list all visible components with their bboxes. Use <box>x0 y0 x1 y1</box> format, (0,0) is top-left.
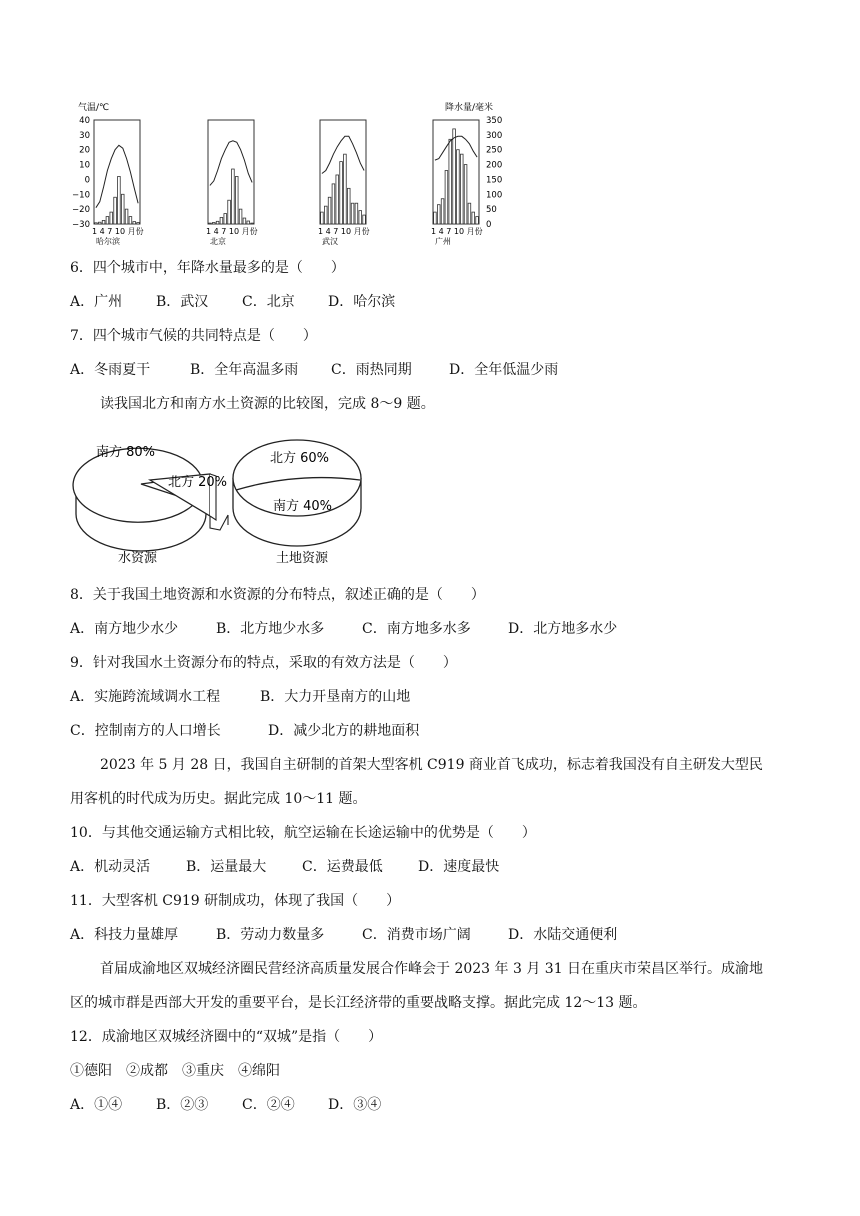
precip-bar <box>125 209 128 224</box>
precip-tick-label: 0 <box>486 220 492 230</box>
city-name: 广州 <box>435 237 451 246</box>
month-axis-label: 1 4 7 10 月份 <box>92 227 144 236</box>
precip-bar <box>434 212 437 224</box>
q11-stem: 11．大型客机 C919 研制成功，体现了我国（ ） <box>70 893 401 909</box>
q7-option-c[interactable]: C．雨热同期 <box>331 362 412 378</box>
precip-bar <box>118 176 121 224</box>
city-name: 武汉 <box>322 237 338 246</box>
q7-option-b[interactable]: B．全年高温多雨 <box>190 362 299 378</box>
temp-tick-label: 20 <box>79 145 90 156</box>
q8-option-b[interactable]: B．北方地少水多 <box>216 621 325 637</box>
city-name: 北京 <box>210 237 226 246</box>
q8-option-d[interactable]: D．北方地多水少 <box>508 621 618 637</box>
precip-bar <box>133 222 136 224</box>
land-north-label: 北方 60% <box>270 451 330 466</box>
precip-bar <box>232 169 235 224</box>
q10-option-a[interactable]: A．机动灵活 <box>70 859 151 875</box>
temp-tick-label: 0 <box>84 175 90 186</box>
q10-option-c[interactable]: C．运费最低 <box>302 859 383 875</box>
precip-bar <box>453 129 456 224</box>
precip-bar <box>247 221 250 224</box>
temp-axis-label: 气温/℃ <box>78 103 110 113</box>
q6-option-c[interactable]: C．北京 <box>242 294 295 310</box>
precip-bar <box>321 212 324 224</box>
q9-option-b[interactable]: B．大力开垦南方的山地 <box>260 689 411 705</box>
precip-tick-label: 300 <box>486 130 503 141</box>
climate-chart-1 <box>206 120 258 246</box>
precip-bar <box>457 150 460 224</box>
intro-10-11-line2: 用客机的时代成为历史。据此完成 10～11 题。 <box>70 791 367 807</box>
precip-tick-label: 200 <box>486 160 503 171</box>
precip-tick-label: 150 <box>486 175 503 186</box>
q12-option-b[interactable]: B．②③ <box>156 1097 209 1113</box>
q9-options-row2 <box>70 721 419 741</box>
q8-option-a[interactable]: A．南方地少水少 <box>70 621 179 637</box>
water-north-label: 北方 20% <box>168 475 228 490</box>
precip-bar <box>235 176 238 224</box>
precip-bar <box>114 197 117 224</box>
precip-bar <box>324 206 327 224</box>
precip-bar <box>363 215 366 224</box>
precip-bar <box>209 223 212 224</box>
q12-items: ①德阳 ②成都 ③重庆 ④绵阳 <box>70 1063 280 1079</box>
month-axis-label: 1 4 7 10 月份 <box>431 227 483 236</box>
precip-tick-label: 50 <box>486 205 497 216</box>
precip-tick-label: 100 <box>486 190 503 201</box>
precip-bar <box>468 203 471 224</box>
temp-tick-label: 40 <box>79 116 90 126</box>
q6-option-d[interactable]: D．哈尔滨 <box>328 294 396 310</box>
city-name: 哈尔滨 <box>96 237 120 246</box>
precip-bar <box>437 205 440 224</box>
land-title: 土地资源 <box>276 551 329 566</box>
q12-option-c[interactable]: C．②④ <box>242 1097 295 1113</box>
q6-option-a[interactable]: A．广州 <box>70 294 123 310</box>
precip-bar <box>251 223 254 224</box>
precip-bar <box>243 218 246 224</box>
temp-tick-label: −20 <box>72 205 90 216</box>
q10-option-b[interactable]: B．运量最大 <box>186 859 267 875</box>
precip-bar <box>121 194 124 224</box>
temp-tick-label: −30 <box>72 220 90 230</box>
precip-bar <box>106 217 109 224</box>
precip-bar <box>129 217 132 224</box>
water-title: 水资源 <box>118 551 158 566</box>
precip-bar <box>460 154 463 224</box>
chart-frame <box>94 120 140 224</box>
temp-tick-label: 10 <box>79 160 90 171</box>
precip-bar <box>102 220 105 224</box>
precip-bar <box>344 154 347 224</box>
precip-bar <box>137 223 140 224</box>
q7-options <box>70 360 558 380</box>
precip-bar <box>332 184 335 224</box>
precip-bar <box>110 212 113 224</box>
precip-bar <box>351 203 354 224</box>
q7-option-d[interactable]: D．全年低温少雨 <box>449 362 559 378</box>
precip-bar <box>347 188 350 224</box>
precip-bar <box>239 209 242 224</box>
q7-stem: 7．四个城市气候的共同特点是（ ） <box>70 328 317 344</box>
precip-bar <box>476 217 479 224</box>
q11-option-b[interactable]: B．劳动力数量多 <box>216 927 325 943</box>
q11-option-a[interactable]: A．科技力量雄厚 <box>70 927 179 943</box>
q10-option-d[interactable]: D．速度最快 <box>418 859 500 875</box>
q9-options-row1 <box>70 687 410 707</box>
temp-tick-label: −10 <box>72 190 90 201</box>
precip-bar <box>441 199 444 224</box>
q11-option-d[interactable]: D．水陆交通便利 <box>508 927 618 943</box>
q10-stem: 10．与其他交通运输方式相比较，航空运输在长途运输中的优势是（ ） <box>70 825 536 841</box>
precip-bar <box>224 214 227 224</box>
month-axis-label: 1 4 7 10 月份 <box>206 227 258 236</box>
climate-chart-0 <box>92 120 144 246</box>
precip-tick-label: 350 <box>486 116 503 126</box>
precip-bar <box>464 165 467 224</box>
q8-stem: 8．关于我国土地资源和水资源的分布特点，叙述正确的是（ ） <box>70 587 485 603</box>
precip-bar <box>340 162 343 224</box>
intro-12-13-line2: 区的城市群是西部大开发的重要平台，是长江经济带的重要战略支撑。据此完成 12～13 题。 <box>70 995 647 1011</box>
precip-bar <box>445 171 448 224</box>
water-south-label: 南方 80% <box>96 445 156 460</box>
precip-bar <box>359 211 362 224</box>
precip-bar <box>472 212 475 224</box>
q6-stem: 6．四个城市中，年降水量最多的是（ ） <box>70 260 345 276</box>
water-land-pie-diagram <box>68 428 368 573</box>
precip-bar <box>355 203 358 224</box>
intro-12-13-line1: 首届成渝地区双城经济圈民营经济高质量发展合作峰会于 2023 年 3 月 31 日在重庆市荣昌区举行。成渝地 <box>100 961 764 977</box>
q9-stem: 9．针对我国水土资源分布的特点，采取的有效方法是（ ） <box>70 655 457 671</box>
precip-bar <box>336 175 339 224</box>
q12-option-d[interactable]: D．③④ <box>328 1097 382 1113</box>
precip-bar <box>98 222 101 224</box>
precip-tick-label: 250 <box>486 145 503 156</box>
climate-charts <box>60 96 510 246</box>
q11-option-c[interactable]: C．消费市场广阔 <box>362 927 471 943</box>
q8-option-c[interactable]: C．南方地多水多 <box>362 621 471 637</box>
precip-bar <box>228 200 231 224</box>
intro-10-11-line1: 2023 年 5 月 28 日，我国自主研制的首架大型客机 C919 商业首飞成功，标志着我国没有自主研发大型民 <box>100 757 763 773</box>
q6-options <box>70 292 395 312</box>
q12-option-a[interactable]: A．①④ <box>70 1097 123 1113</box>
precip-bar <box>95 223 98 224</box>
q10-options <box>70 857 499 877</box>
q12-stem: 12．成渝地区双城经济圈中的“双城”是指（ ） <box>70 1029 383 1045</box>
precip-axis-label: 降水量/毫米 <box>445 103 494 113</box>
q8-options <box>70 619 617 639</box>
precip-bar <box>220 217 223 224</box>
q11-options <box>70 925 617 945</box>
climate-chart-2 <box>318 120 370 246</box>
q6-option-b[interactable]: B．武汉 <box>156 294 209 310</box>
q7-option-a[interactable]: A．冬雨夏干 <box>70 362 151 378</box>
precip-bar <box>212 223 215 224</box>
climate-chart-3 <box>431 120 483 246</box>
month-axis-label: 1 4 7 10 月份 <box>318 227 370 236</box>
land-south-label: 南方 40% <box>273 499 333 514</box>
q9-option-d[interactable]: D．减少北方的耕地面积 <box>268 723 420 739</box>
chart-frame <box>208 120 254 224</box>
precip-bar <box>216 221 219 224</box>
q9-option-c[interactable]: C．控制南方的人口增长 <box>70 723 221 739</box>
q12-options <box>70 1095 381 1115</box>
precip-bar <box>449 139 452 224</box>
q9-option-a[interactable]: A．实施跨流域调水工程 <box>70 689 221 705</box>
temp-tick-label: 30 <box>79 130 90 141</box>
precip-bar <box>328 197 331 224</box>
intro-8-9: 读我国北方和南方水土资源的比较图，完成 8～9 题。 <box>100 396 435 412</box>
